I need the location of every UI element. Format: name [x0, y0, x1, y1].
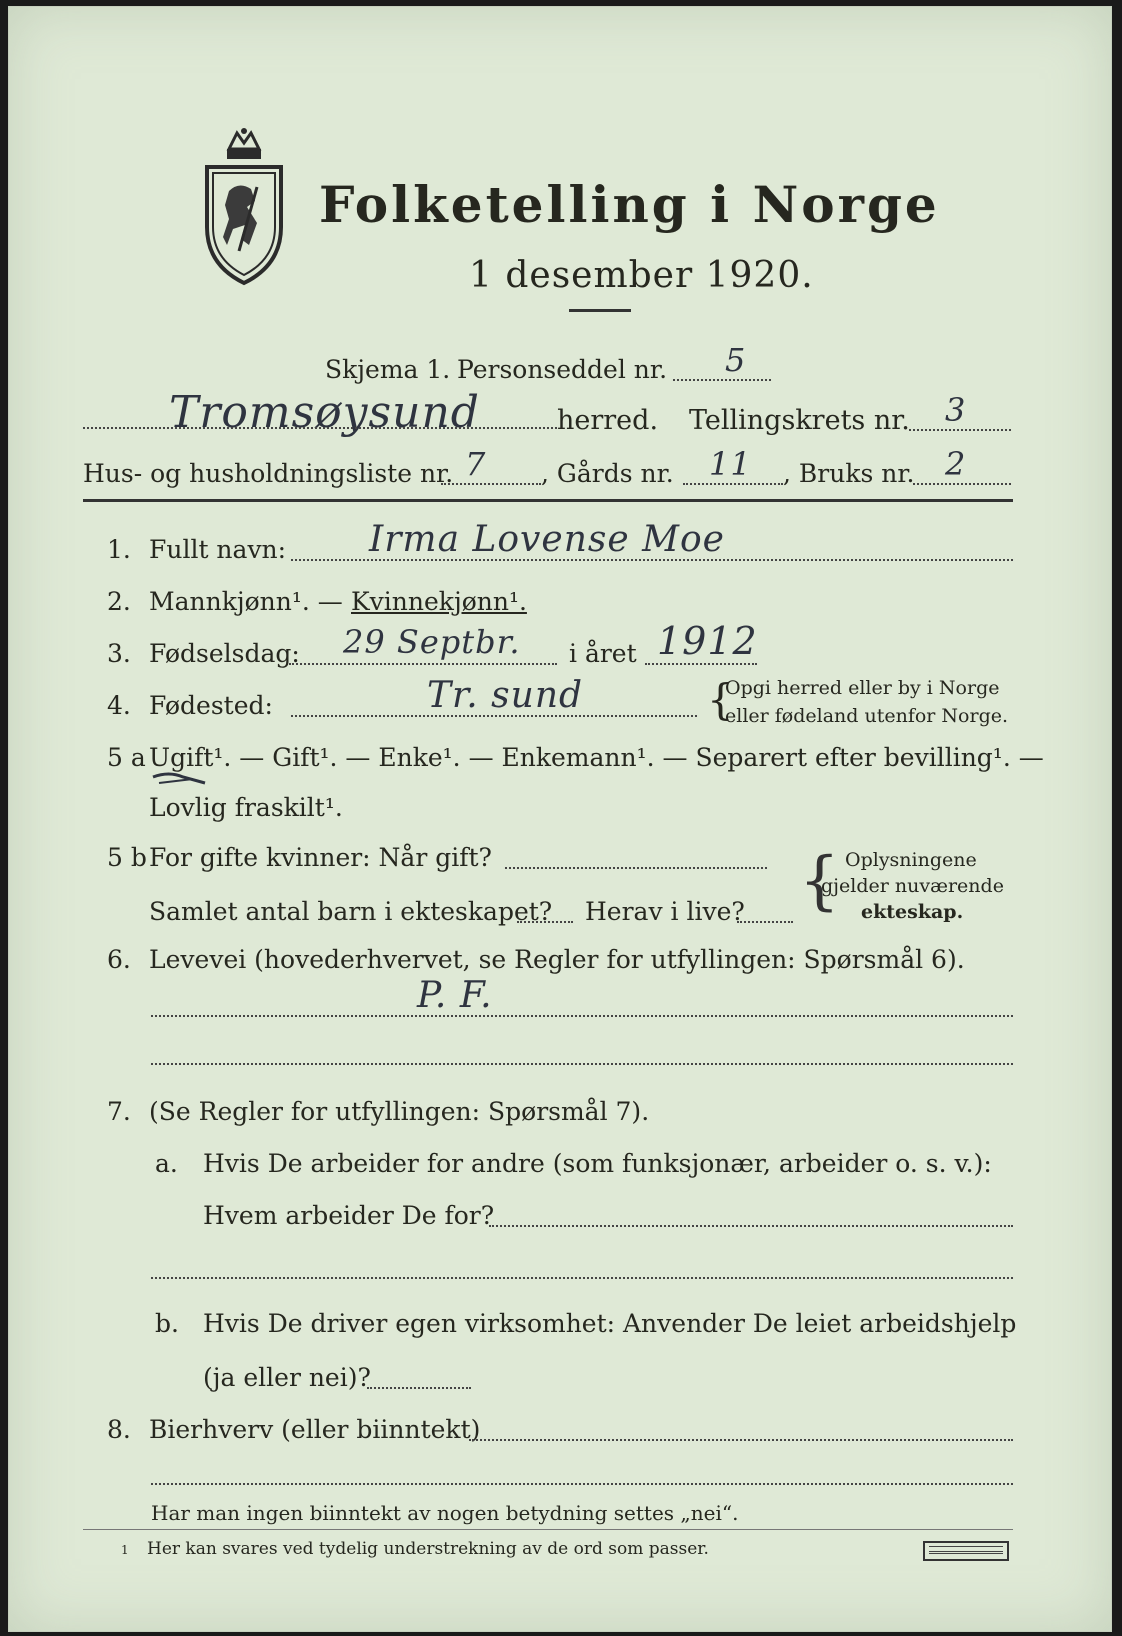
tellingskrets-label: Tellingskrets nr. [689, 405, 910, 436]
q5b-brace: { [799, 844, 840, 918]
q7b-label: Hvis De driver egen virksomhet: Anvender De leiet arbeidshjelp [203, 1309, 1017, 1338]
tellingskrets-value: 3 [945, 391, 967, 429]
q6-line [151, 1015, 1013, 1017]
q7b-letter: b. [155, 1309, 179, 1338]
herred-line [83, 427, 557, 429]
coat-of-arms-icon [199, 127, 289, 287]
bruks-value: 2 [945, 445, 967, 483]
q2-male: Mannkjønn¹. — [149, 587, 343, 616]
census-form [8, 6, 1112, 1632]
husliste-label: Hus- og husholdningsliste nr. [83, 459, 454, 488]
q7a-label: Hvis De arbeider for andre (som funksjonær, arbeider o. s. v.): [203, 1149, 992, 1178]
q5b-label-3: Herav i live? [585, 897, 745, 926]
q5b-note-3: ekteskap. [861, 901, 964, 923]
q3-number: 3. [107, 639, 131, 668]
q5b-note-2: gjelder nuværende [821, 875, 1004, 897]
q5a-options-2: Lovlig fraskilt¹. [149, 793, 343, 822]
footnote-mark: 1 [121, 1543, 129, 1557]
q5b-number: 5 b [107, 843, 147, 872]
q4-label: Fødested: [149, 691, 273, 720]
form-date: 1 desember 1920. [469, 255, 814, 296]
personseddel-label: Personseddel nr. [457, 355, 668, 384]
skjema-label: Skjema 1. [325, 355, 451, 384]
gards-value: 11 [709, 445, 752, 483]
q6-number: 6. [107, 945, 131, 974]
q5a-options: Ugift¹. — Gift¹. — Enke¹. — Enkemann¹. — Separert efter bevilling¹. — [149, 743, 1044, 772]
q6-line-2 [151, 1063, 1013, 1065]
header-rule [83, 499, 1013, 502]
q7a-line [489, 1225, 1013, 1227]
q3-label: Fødselsdag: [149, 639, 300, 668]
ugift-mark-icon [149, 769, 209, 793]
husliste-value: 7 [465, 445, 487, 483]
q7a-label-2: Hvem arbeider De for? [203, 1201, 495, 1230]
q3-year-line [645, 663, 757, 665]
q7b-label-2: (ja eller nei)? [203, 1363, 371, 1392]
q1-value: Irma Lovense Moe [369, 519, 725, 560]
q3-year-value: 1912 [657, 619, 758, 663]
q2-number: 2. [107, 587, 131, 616]
q7a-line-2 [151, 1277, 1013, 1279]
herred-label: herred. [557, 405, 659, 436]
q4-number: 4. [107, 691, 131, 720]
q3-line [289, 663, 557, 665]
q7-number: 7. [107, 1097, 131, 1126]
q5b-line-3 [737, 921, 793, 923]
q5b-note-1: Oplysningene [845, 849, 977, 871]
personseddel-line [673, 379, 771, 381]
q6-value: P. F. [417, 975, 493, 1016]
q4-note-2: eller fødeland utenfor Norge. [725, 705, 1009, 727]
q3-value: 29 Septbr. [343, 623, 521, 661]
bruks-line [913, 483, 1011, 485]
title-divider [569, 309, 631, 312]
q7-label: (Se Regler for utfyllingen: Spørsmål 7). [149, 1097, 650, 1126]
q7b-line [367, 1387, 471, 1389]
q5a-number: 5 a [107, 743, 146, 772]
q8-line-2 [151, 1483, 1013, 1485]
q7a-letter: a. [155, 1149, 178, 1178]
q4-note-1: Opgi herred eller by i Norge [725, 677, 1000, 699]
q8-number: 8. [107, 1415, 131, 1444]
gards-line [683, 483, 783, 485]
q8-line [469, 1439, 1013, 1441]
q6-label: Levevei (hovederhvervet, se Regler for utfyllingen: Spørsmål 6). [149, 945, 965, 974]
form-title: Folketelling i Norge [319, 175, 940, 234]
q5b-label: For gifte kvinner: Når gift? [149, 843, 492, 872]
q2-female: Kvinnekjønn¹. [351, 587, 527, 616]
footnote-text: Her kan svares ved tydelig understrekning av de ord som passer. [147, 1539, 709, 1559]
q3-year-label: i året [569, 639, 637, 668]
q5b-label-2: Samlet antal barn i ekteskapet? [149, 897, 553, 926]
q5b-line-2 [517, 921, 573, 923]
gards-label: , Gårds nr. [541, 459, 674, 488]
bruks-label: , Bruks nr. [783, 459, 915, 488]
q1-label: Fullt navn: [149, 535, 287, 564]
q4-value: Tr. sund [427, 675, 584, 716]
herred-value: Tromsøysund [169, 387, 480, 438]
husliste-line [441, 483, 541, 485]
footer-rule [83, 1529, 1013, 1530]
q5b-line [505, 867, 767, 869]
q4-brace: { [707, 675, 734, 724]
personseddel-value: 5 [725, 341, 747, 379]
q1-number: 1. [107, 535, 131, 564]
printer-stamp-icon [923, 1541, 1009, 1561]
q8-label: Bierhverv (eller biinntekt) [149, 1415, 481, 1444]
q8-note: Har man ingen biinntekt av nogen betydning settes „nei“. [151, 1501, 739, 1525]
tellingskrets-line [909, 429, 1011, 431]
